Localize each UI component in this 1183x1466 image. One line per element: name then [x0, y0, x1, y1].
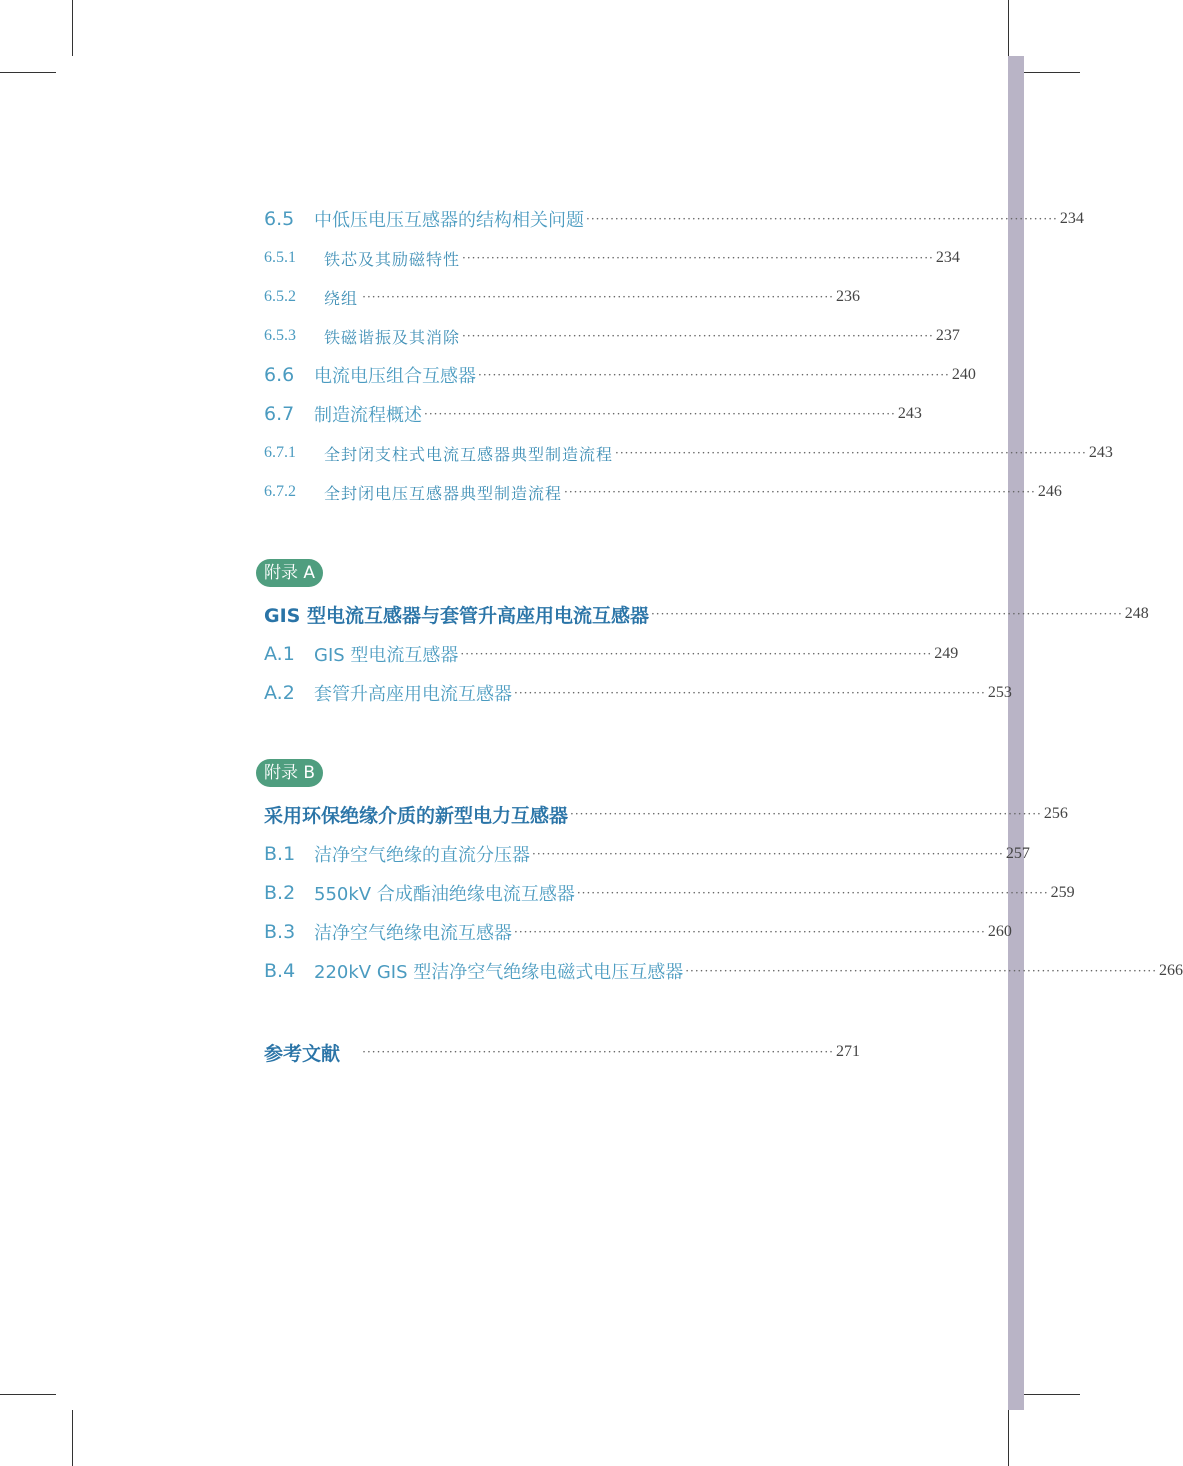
- leader-dots: ··································································································: [685, 964, 1158, 978]
- toc-entry[interactable]: [264, 477, 1062, 507]
- toc-entry[interactable]: [264, 204, 1084, 234]
- toc-entry-appendix-b[interactable]: [264, 799, 1068, 829]
- leader-dots: ··································································································: [462, 329, 934, 343]
- leader-dots: ··································································································: [650, 607, 1123, 621]
- page-edge-bar: [1008, 56, 1024, 1410]
- crop-mark: [1024, 1394, 1080, 1395]
- entry-title: 全封闭电压互感器典型制造流程: [324, 483, 563, 503]
- leader-dots: ··································································································: [532, 847, 1004, 861]
- toc-entry[interactable]: [264, 282, 860, 312]
- leader-dots: ··································································································: [586, 212, 1058, 226]
- toc-entry[interactable]: [264, 678, 1012, 708]
- entry-page: 259: [1050, 884, 1075, 901]
- entry-number: B.3: [264, 921, 296, 943]
- entry-number: 6.5.2: [264, 288, 296, 305]
- toc-entry[interactable]: [264, 839, 1030, 869]
- crop-mark: [1024, 72, 1080, 73]
- entry-number: 6.5: [264, 208, 295, 230]
- toc-entry[interactable]: [264, 917, 1012, 947]
- toc-entry-appendix-a[interactable]: [264, 599, 1149, 629]
- entry-title: GIS 型电流互感器: [314, 645, 459, 666]
- entry-page: 271: [836, 1043, 860, 1060]
- crop-mark: [0, 1394, 56, 1395]
- entry-title: 铁芯及其励磁特性: [324, 249, 461, 269]
- leader-dots: ··································································································: [460, 647, 933, 661]
- entry-number: 6.5.1: [264, 249, 296, 266]
- entry-page: 260: [987, 923, 1012, 940]
- toc-entry[interactable]: [264, 639, 959, 669]
- leader-dots: ··································································································: [576, 886, 1049, 900]
- leader-dots: ··································································································: [570, 807, 1042, 821]
- entry-number: 6.5.3: [264, 327, 296, 344]
- entry-title: 电流电压组合互感器: [314, 366, 476, 387]
- entry-number: 6.7.1: [264, 444, 296, 461]
- entry-title: 铁磁谐振及其消除: [324, 327, 461, 347]
- toc-entry[interactable]: [264, 956, 1183, 986]
- entry-number: B.1: [264, 843, 296, 865]
- entry-page: 257: [1005, 845, 1030, 862]
- toc-entry-references[interactable]: [264, 1037, 860, 1067]
- leader-dots: ··································································································: [514, 925, 986, 939]
- entry-page: 240: [951, 366, 976, 383]
- entry-title: 洁净空气绝缘的直流分压器: [314, 845, 530, 866]
- crop-mark: [1008, 1410, 1009, 1466]
- entry-page: 234: [935, 249, 960, 266]
- crop-mark: [72, 0, 73, 56]
- crop-mark: [72, 1410, 73, 1466]
- entry-page: 237: [935, 327, 960, 344]
- leader-dots: ··································································································: [362, 290, 834, 304]
- entry-number: B.4: [264, 960, 296, 982]
- entry-page: 236: [836, 288, 860, 305]
- entry-title: 参考文献: [264, 1042, 341, 1065]
- toc-entry[interactable]: [264, 243, 960, 273]
- entry-page: 246: [1037, 483, 1062, 500]
- entry-page: 243: [897, 405, 922, 422]
- entry-page: 266: [1159, 962, 1183, 979]
- toc-entry[interactable]: [264, 399, 922, 429]
- entry-title: 洁净空气绝缘电流互感器: [314, 923, 512, 944]
- entry-page: 243: [1088, 444, 1113, 461]
- leader-dots: ··································································································: [478, 368, 950, 382]
- entry-title: 制造流程概述: [314, 405, 422, 426]
- entry-number: A.1: [264, 643, 295, 665]
- toc-entry[interactable]: [264, 360, 976, 390]
- appendix-b-badge: 附录 B: [256, 759, 323, 787]
- entry-page: 249: [934, 645, 959, 662]
- entry-page: 256: [1043, 805, 1068, 822]
- entry-page: 234: [1059, 210, 1084, 227]
- toc-entry[interactable]: [264, 321, 960, 351]
- leader-dots: ··································································································: [424, 407, 896, 421]
- leader-dots: ··································································································: [462, 251, 934, 265]
- entry-number: 6.7: [264, 403, 295, 425]
- entry-number: B.2: [264, 882, 296, 904]
- leader-dots: ··································································································: [362, 1045, 834, 1059]
- entry-number: 6.6: [264, 364, 295, 386]
- leader-dots: ··································································································: [564, 485, 1036, 499]
- entry-title: 中低压电压互感器的结构相关问题: [314, 210, 584, 231]
- entry-title: 220kV GIS 型洁净空气绝缘电磁式电压互感器: [314, 962, 684, 983]
- leader-dots: ··································································································: [514, 686, 986, 700]
- entry-title: GIS 型电流互感器与套管升高座用电流互感器: [264, 604, 649, 627]
- entry-title: 绕组: [324, 288, 359, 308]
- entry-title: 采用环保绝缘介质的新型电力互感器: [264, 804, 569, 827]
- entry-title: 套管升高座用电流互感器: [314, 684, 512, 705]
- crop-mark: [0, 72, 56, 73]
- entry-number: 6.7.2: [264, 483, 296, 500]
- appendix-a-badge: 附录 A: [256, 559, 323, 587]
- crop-mark: [1008, 0, 1009, 56]
- entry-page: 248: [1124, 605, 1149, 622]
- toc-entry[interactable]: [264, 438, 1113, 468]
- toc-entry[interactable]: [264, 878, 1075, 908]
- entry-page: 253: [987, 684, 1012, 701]
- entry-number: A.2: [264, 682, 295, 704]
- leader-dots: ··································································································: [615, 446, 1087, 460]
- entry-title: 550kV 合成酯油绝缘电流互感器: [314, 884, 575, 905]
- entry-title: 全封闭支柱式电流互感器典型制造流程: [324, 444, 614, 464]
